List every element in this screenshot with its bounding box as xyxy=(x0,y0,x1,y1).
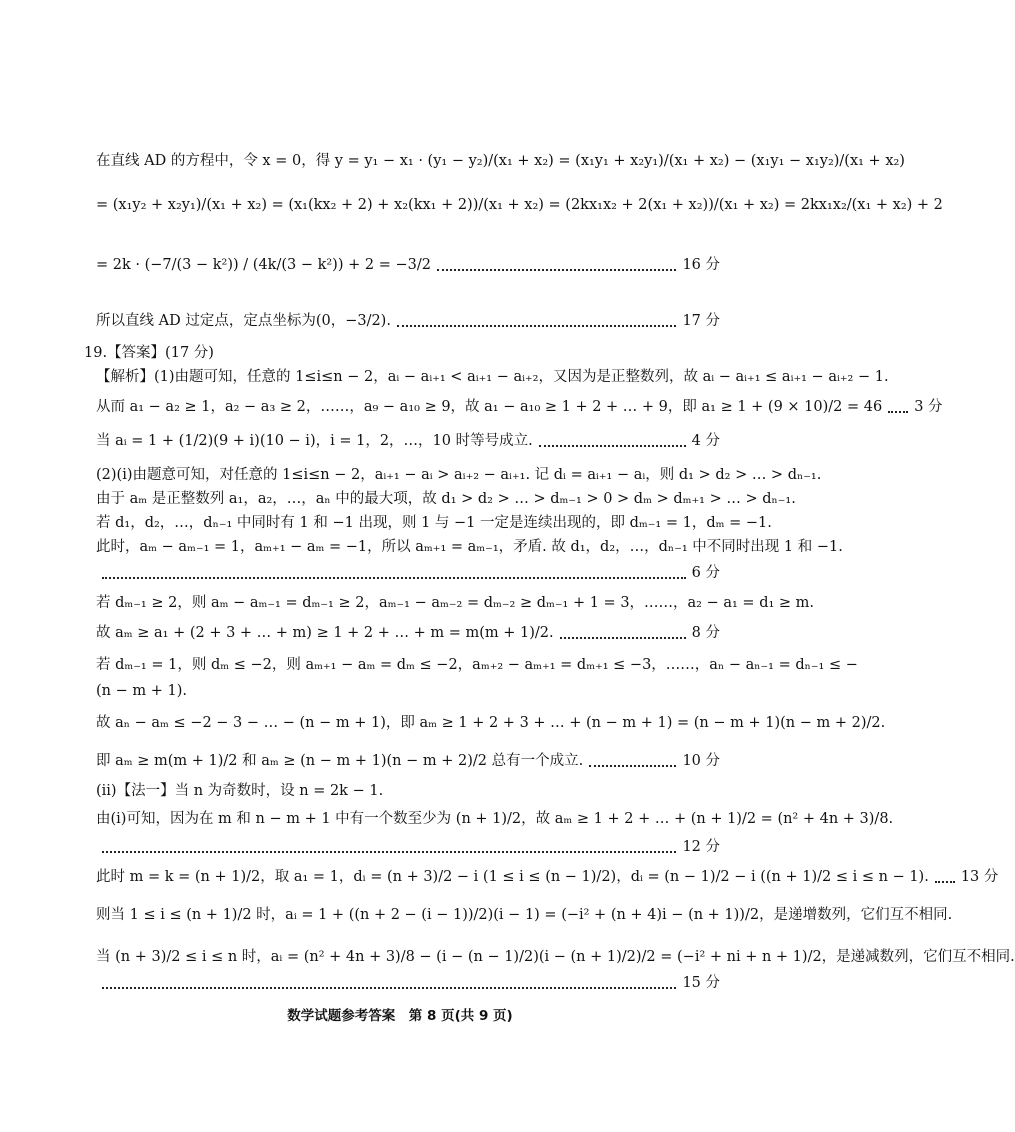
text-line xyxy=(96,948,1015,966)
line-text: 19.【答案】(17 分) xyxy=(84,345,214,361)
page-footer: 数学试题参考答案 第 8 页(共 9 页) xyxy=(287,1008,513,1024)
dot-leader xyxy=(589,764,676,767)
text-line xyxy=(96,656,858,674)
score-label: 16 分 xyxy=(682,257,720,273)
line-text: 由(ⅰ)可知，因为在 m 和 n − m + 1 中有一个数至少为 (n + 1)/2，故 aₘ ≥ 1 + 2 + … + (n + 1)/2 = (n² + 4n + 3)/8. xyxy=(96,811,894,827)
score-label: 10 分 xyxy=(682,753,720,769)
score-label: 6 分 xyxy=(691,565,720,581)
score-label: 17 分 xyxy=(682,313,720,329)
text-line xyxy=(96,624,720,642)
text-line xyxy=(96,466,822,484)
score-line xyxy=(96,564,720,582)
text-line xyxy=(96,594,815,612)
line-text: 若 dₘ₋₁ ≥ 2，则 aₘ − aₘ₋₁ = dₘ₋₁ ≥ 2，aₘ₋₁ − aₘ₋₂ = dₘ₋₂ ≥ dₘ₋₁ + 1 = 3，……，a₂ − a₁ = d₁ ≥ m. xyxy=(96,595,815,611)
score-line xyxy=(96,974,720,992)
line-text: 从而 a₁ − a₂ ≥ 1，a₂ − a₃ ≥ 2，……，a₉ − a₁₀ ≥ 9，故 a₁ − a₁₀ ≥ 1 + 2 + … + 9，即 a₁ ≥ 1 + (9 × 10)/2 = 46 xyxy=(96,399,883,415)
text-line xyxy=(96,312,720,330)
line-text: = (x₁y₂ + x₂y₁)/(x₁ + x₂) = (x₁(kx₂ + 2) + x₂(kx₁ + 2))/(x₁ + x₂) = (2kx₁x₂ + 2(x₁ + x₂))/(x₁ + x₂) = 2kx₁x₂/(x₁ + x₂) + 2 xyxy=(96,197,943,213)
line-text: 此时 m = k = (n + 1)/2，取 a₁ = 1，dᵢ = (n + 3)/2 − i (1 ≤ i ≤ (n − 1)/2)，dᵢ = (n − 1)/2 − i ((n + 1)/2 ≤ i ≤ n − 1). xyxy=(96,869,929,885)
dot-leader xyxy=(560,636,686,639)
score-label: 15 分 xyxy=(682,975,720,991)
line-text: 当 (n + 3)/2 ≤ i ≤ n 时，aᵢ = (n² + 4n + 3)/8 − (i − (n − 1)/2)(i − (n + 1)/2)/2 = (−i² + ni + n + 1)/2，是递减数列，它们互不相同. xyxy=(96,949,1015,965)
score-line xyxy=(96,838,720,856)
text-line xyxy=(96,514,772,532)
text-line xyxy=(96,810,894,828)
text-line xyxy=(96,782,720,800)
text-line xyxy=(96,152,905,170)
line-text: 若 dₘ₋₁ = 1，则 dₘ ≤ −2，则 aₘ₊₁ − aₘ = dₘ ≤ −2，aₘ₊₂ − aₘ₊₁ = dₘ₊₁ ≤ −3，……，aₙ − aₙ₋₁ = dₙ₋₁ ≤ − xyxy=(96,657,858,673)
line-text: 即 aₘ ≥ m(m + 1)/2 和 aₘ ≥ (n − m + 1)(n − m + 2)/2 总有一个成立. xyxy=(96,753,584,769)
line-text: 此时，aₘ − aₘ₋₁ = 1，aₘ₊₁ − aₘ = −1，所以 aₘ₊₁ = aₘ₋₁，矛盾. 故 d₁，d₂，…，dₙ₋₁ 中不同时出现 1 和 −1. xyxy=(96,539,843,555)
text-line xyxy=(96,538,843,556)
score-label: 12 分 xyxy=(682,839,720,855)
line-text: 故 aₘ ≥ a₁ + (2 + 3 + … + m) ≥ 1 + 2 + … + m = m(m + 1)/2. xyxy=(96,625,554,641)
line-text: = 2k · (−7/(3 − k²)) / (4k/(3 − k²)) + 2 = −3/2 xyxy=(96,257,431,273)
line-text: 若 d₁，d₂，…，dₙ₋₁ 中同时有 1 和 −1 出现，则 1 与 −1 一定是连续出现的，即 dₘ₋₁ = 1，dₘ = −1. xyxy=(96,515,772,531)
line-text: 则当 1 ≤ i ≤ (n + 1)/2 时，aᵢ = 1 + ((n + 2 − (i − 1))/2)(i − 1) = (−i² + (n + 4)i − (n + 1))/2，是递增数列，它们互不相同. xyxy=(96,907,953,923)
text-line xyxy=(96,256,720,274)
dot-leader xyxy=(888,410,908,413)
line-text: 所以直线 AD 过定点，定点坐标为(0，−3/2). xyxy=(96,313,391,329)
text-line xyxy=(96,906,953,924)
score-label: 4 分 xyxy=(691,433,720,449)
line-text: 在直线 AD 的方程中，令 x = 0，得 y = y₁ − x₁ · (y₁ − y₂)/(x₁ + x₂) = (x₁y₁ + x₂y₁)/(x₁ + x₂) − (x₁y₁ − x₁y₂)/(x₁ + x₂) xyxy=(96,153,905,169)
dot-leader xyxy=(102,576,686,579)
dot-leader xyxy=(102,986,676,989)
line-text: (2)(ⅰ)由题意可知，对任意的 1≤i≤n − 2，aᵢ₊₁ − aᵢ > aᵢ₊₂ − aᵢ₊₁. 记 dᵢ = aᵢ₊₁ − aᵢ，则 d₁ > d₂ > … > dₙ₋₁. xyxy=(96,467,822,483)
score-label: 13 分 xyxy=(960,869,999,885)
text-line xyxy=(96,714,886,732)
line-text: 故 aₙ − aₘ ≤ −2 − 3 − … − (n − m + 1)，即 aₘ ≥ 1 + 2 + 3 + … + (n − m + 1) = (n − m + 1)(n − m + 2)/2. xyxy=(96,715,886,731)
text-line xyxy=(96,752,720,770)
text-line xyxy=(96,868,999,886)
score-label: 8 分 xyxy=(691,625,720,641)
text-line xyxy=(96,368,889,386)
line-text: 当 aᵢ = 1 + (1/2)(9 + i)(10 − i)，i = 1，2，…，10 时等号成立. xyxy=(96,433,533,449)
dot-leader xyxy=(397,324,676,327)
line-text: (ⅱ)【法一】当 n 为奇数时，设 n = 2k − 1. xyxy=(96,783,384,799)
dot-leader xyxy=(539,444,686,447)
line-text: (n − m + 1). xyxy=(96,683,187,699)
text-line xyxy=(96,196,943,214)
line-text: 由于 aₘ 是正整数列 a₁，a₂，…，aₙ 中的最大项，故 d₁ > d₂ > … > dₘ₋₁ > 0 > dₘ > dₘ₊₁ > … > dₙ₋₁. xyxy=(96,491,796,507)
text-line xyxy=(96,490,796,508)
text-line xyxy=(96,682,720,700)
text-line xyxy=(96,398,943,416)
dot-leader xyxy=(102,850,676,853)
line-text: 【解析】(1)由题可知，任意的 1≤i≤n − 2，aᵢ − aᵢ₊₁ < aᵢ₊₁ − aᵢ₊₂，又因为是正整数列，故 aᵢ − aᵢ₊₁ ≤ aᵢ₊₁ − aᵢ₊₂ − 1. xyxy=(96,369,889,385)
dot-leader xyxy=(437,268,676,271)
text-line xyxy=(96,432,720,450)
score-label: 3 分 xyxy=(914,399,943,415)
dot-leader xyxy=(935,880,955,883)
question-heading xyxy=(84,344,720,362)
